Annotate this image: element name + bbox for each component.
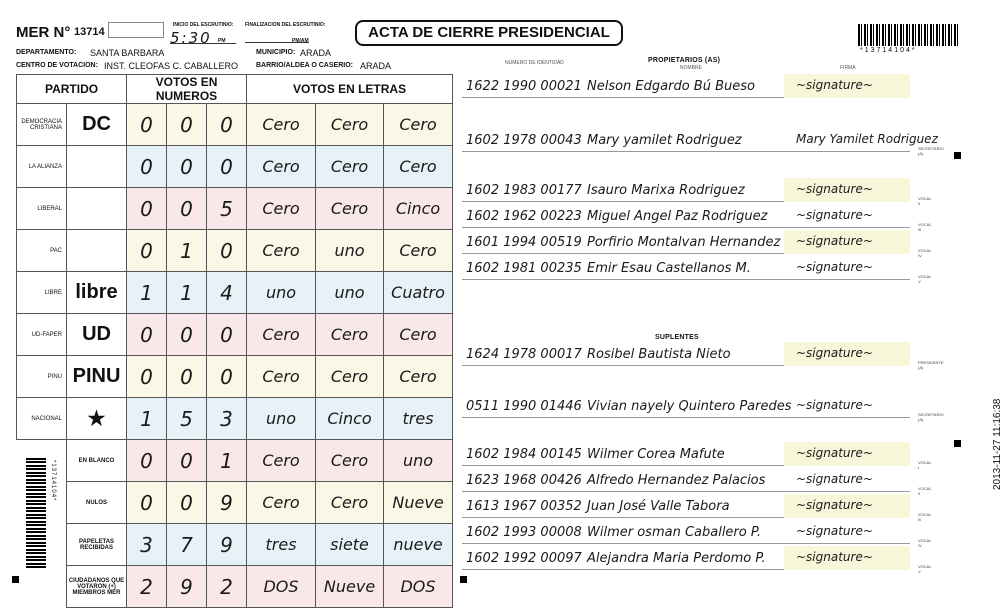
person-row <box>462 496 932 522</box>
person-id: 1602 1983 00177 <box>466 183 582 198</box>
vote-number: 5 <box>167 398 207 440</box>
person-row <box>462 180 932 206</box>
party-name: PINU <box>17 356 67 398</box>
party-name: DEMOCRACIA CRISTIANA <box>17 104 67 146</box>
person-signature: ~signature~ <box>796 472 873 486</box>
person-role: VOCAL V <box>918 564 932 574</box>
vote-number: 0 <box>127 356 167 398</box>
vote-letters: Cero <box>316 356 384 398</box>
table-row <box>17 356 453 398</box>
vote-number: 2 <box>207 566 247 608</box>
person-name: Nelson Edgardo Bú Bueso <box>587 79 755 94</box>
vote-number: 0 <box>207 146 247 188</box>
vote-number: 3 <box>127 524 167 566</box>
document-title: ACTA DE CIERRE PRESIDENCIAL <box>355 20 623 46</box>
person-name: Isauro Marixa Rodriguez <box>587 183 745 198</box>
vote-letters: Cero <box>247 314 316 356</box>
nombre-header: NOMBRE <box>680 65 702 71</box>
vote-letters: DOS <box>247 566 316 608</box>
vote-number: 0 <box>127 482 167 524</box>
vote-letters: Cero <box>247 356 316 398</box>
end-pm: PM/AM <box>292 38 309 44</box>
vote-letters: Cuatro <box>384 272 453 314</box>
vote-number: 0 <box>127 440 167 482</box>
person-id: 1602 1992 00097 <box>466 551 582 566</box>
vote-number: 0 <box>207 356 247 398</box>
person-row <box>462 76 910 98</box>
vote-number: 0 <box>127 230 167 272</box>
person-row <box>462 522 932 548</box>
vote-letters: Cero <box>247 146 316 188</box>
person-id: 1601 1994 00519 <box>466 235 582 250</box>
person-signature: ~signature~ <box>796 78 873 92</box>
person-signature: ~signature~ <box>796 182 873 196</box>
barcode-left <box>26 456 46 568</box>
party-name: NACIONAL <box>17 398 67 440</box>
start-pm: PM <box>218 38 226 44</box>
vote-letters: tres <box>384 398 453 440</box>
suplentes-header: SUPLENTES <box>655 334 699 341</box>
vote-number: 0 <box>167 104 207 146</box>
party-logo <box>67 230 127 272</box>
vote-number: 0 <box>167 482 207 524</box>
person-role: VOCAL III <box>918 222 932 232</box>
table-header-row <box>17 75 453 104</box>
person-name: Alejandra Maria Perdomo P. <box>587 551 766 566</box>
vote-number: 0 <box>167 314 207 356</box>
person-id: 1624 1978 00017 <box>466 347 582 362</box>
table-row <box>17 524 453 566</box>
person-row <box>462 130 944 156</box>
person-role: SECRETARIO (A) <box>918 146 944 156</box>
person-name: Wilmer osman Caballero P. <box>587 525 762 540</box>
vote-letters: Cero <box>316 314 384 356</box>
muni-value: ARADA <box>300 48 332 58</box>
blank-cell <box>17 566 67 608</box>
party-logo: PINU <box>67 356 127 398</box>
vote-letters: Cero <box>247 188 316 230</box>
vote-number: 0 <box>167 188 207 230</box>
person-role: VOCAL I <box>918 460 932 470</box>
table-row <box>17 188 453 230</box>
person-row <box>462 206 932 232</box>
person-id: 0511 1990 01446 <box>466 399 582 414</box>
table-row <box>17 272 453 314</box>
vote-letters: Cinco <box>316 398 384 440</box>
table-row <box>17 440 453 482</box>
party-name: LIBRE <box>17 272 67 314</box>
person-signature: ~signature~ <box>796 208 873 222</box>
party-logo <box>67 188 127 230</box>
barcode-top <box>858 24 958 46</box>
dept-value: SANTA BARBARA <box>90 48 165 58</box>
vote-number: 1 <box>127 398 167 440</box>
person-id: 1602 1981 00235 <box>466 261 582 276</box>
party-name: LIBERAL <box>17 188 67 230</box>
vote-number: 3 <box>207 398 247 440</box>
corner-mark <box>954 440 961 447</box>
vote-number: 0 <box>207 314 247 356</box>
person-signature: ~signature~ <box>796 346 873 360</box>
vote-number: 0 <box>167 440 207 482</box>
summary-label: PAPELETAS RECIBIDAS <box>67 524 127 566</box>
vote-letters: Cinco <box>384 188 453 230</box>
vote-letters: Cero <box>316 104 384 146</box>
vote-letters: Cero <box>316 188 384 230</box>
end-label: FINALIZACION DEL ESCRUTINIO: <box>245 22 326 28</box>
vote-letters: Nueve <box>384 482 453 524</box>
party-logo: ★ <box>67 398 127 440</box>
votes-table <box>16 74 453 608</box>
table-row <box>17 104 453 146</box>
vote-number: 0 <box>127 104 167 146</box>
vote-letters: Cero <box>247 482 316 524</box>
header-numeros: VOTOS EN NUMEROS <box>127 75 247 104</box>
person-name: Juan José Valle Tabora <box>587 499 730 514</box>
person-id: 1623 1968 00426 <box>466 473 582 488</box>
table-row <box>17 146 453 188</box>
party-logo: UD <box>67 314 127 356</box>
vote-number: 0 <box>127 146 167 188</box>
vote-number: 9 <box>167 566 207 608</box>
person-row <box>462 470 932 496</box>
summary-label: CIUDADANOS QUE VOTARON (+) MIEMBROS MER <box>67 566 127 608</box>
vote-letters: uno <box>247 398 316 440</box>
person-signature: ~signature~ <box>796 398 873 412</box>
vote-number: 9 <box>207 482 247 524</box>
party-logo: libre <box>67 272 127 314</box>
person-role: VOCAL III <box>918 512 932 522</box>
person-name: Miguel Angel Paz Rodriguez <box>587 209 768 224</box>
start-underline <box>170 20 236 44</box>
person-role: VOCAL V <box>918 274 932 284</box>
centro-value: INST. CLEOFAS C. CABALLERO <box>104 61 239 71</box>
id-header: NUMERO DE IDENTIDAD <box>505 60 564 66</box>
person-role: VOCAL IV <box>918 248 932 258</box>
vote-letters: Cero <box>384 104 453 146</box>
person-row <box>462 258 932 284</box>
vote-letters: Cero <box>316 146 384 188</box>
person-id: 1613 1967 00352 <box>466 499 582 514</box>
person-name: Mary yamilet Rodriguez <box>587 133 742 148</box>
header-letras: VOTOS EN LETRAS <box>247 75 453 104</box>
person-row <box>462 396 944 422</box>
vote-letters: Cero <box>384 146 453 188</box>
person-row <box>462 232 932 258</box>
vote-letters: DOS <box>384 566 453 608</box>
person-signature: ~signature~ <box>796 550 873 564</box>
summary-label: EN BLANCO <box>67 440 127 482</box>
muni-label: MUNICIPIO: <box>256 49 296 56</box>
person-row <box>462 548 932 574</box>
vote-number: 0 <box>207 104 247 146</box>
dept-label: DEPARTAMENTO: <box>16 49 77 56</box>
corner-mark <box>12 576 19 583</box>
person-id: 1602 1993 00008 <box>466 525 582 540</box>
vote-number: 2 <box>127 566 167 608</box>
table-row <box>17 566 453 608</box>
person-name: Vivian nayely Quintero Paredes <box>587 399 792 414</box>
mer-label: MER N° <box>16 24 71 41</box>
vote-letters: Cero <box>384 230 453 272</box>
person-row <box>462 444 932 470</box>
person-signature: ~signature~ <box>796 234 873 248</box>
summary-label: NULOS <box>67 482 127 524</box>
vote-letters: Cero <box>247 104 316 146</box>
table-row <box>17 482 453 524</box>
person-id: 1602 1978 00043 <box>466 133 582 148</box>
person-name: Alfredo Hernandez Palacios <box>587 473 766 488</box>
vote-number: 0 <box>207 230 247 272</box>
vote-number: 0 <box>167 356 207 398</box>
vote-letters: nueve <box>384 524 453 566</box>
timestamp-stamp: 2013-11-27 11:16:38 <box>992 398 1003 490</box>
barcode-top-number: *13714104* <box>860 47 917 54</box>
vote-number: 1 <box>167 272 207 314</box>
header-partido: PARTIDO <box>17 75 127 104</box>
vote-letters: Cero <box>384 314 453 356</box>
firma-header: FIRMA <box>840 65 856 71</box>
person-signature: ~signature~ <box>796 260 873 274</box>
vote-letters: uno <box>384 440 453 482</box>
vote-number: 1 <box>207 440 247 482</box>
vote-letters: Nueve <box>316 566 384 608</box>
person-role: SECRETARIO (A) <box>918 412 944 422</box>
vote-letters: uno <box>316 272 384 314</box>
person-id: 1622 1990 00021 <box>466 79 582 94</box>
party-logo <box>67 146 127 188</box>
barrio-label: BARRIO/ALDEA O CASERIO: <box>256 62 353 69</box>
barrio-value: ARADA <box>360 61 392 71</box>
person-name: Emir Esau Castellanos M. <box>587 261 751 276</box>
person-signature: ~signature~ <box>796 524 873 538</box>
mer-number: 13714 <box>74 26 105 38</box>
party-name: LA ALIANZA <box>17 146 67 188</box>
person-signature: ~signature~ <box>796 446 873 460</box>
vote-letters: Cero <box>247 440 316 482</box>
person-role: VOCAL II <box>918 196 932 206</box>
vote-letters: Cero <box>316 482 384 524</box>
vote-number: 0 <box>127 314 167 356</box>
person-signature: Mary Yamilet Rodriguez <box>796 132 938 146</box>
person-id: 1602 1962 00223 <box>466 209 582 224</box>
person-id: 1602 1984 00145 <box>466 447 582 462</box>
tse-logo <box>108 22 164 38</box>
vote-letters: Cero <box>384 356 453 398</box>
person-role: VOCAL IV <box>918 538 932 548</box>
vote-letters: siete <box>316 524 384 566</box>
corner-mark <box>954 152 961 159</box>
vote-letters: uno <box>316 230 384 272</box>
vote-number: 5 <box>207 188 247 230</box>
vote-letters: uno <box>247 272 316 314</box>
party-logo: DC <box>67 104 127 146</box>
vote-number: 1 <box>167 230 207 272</box>
table-row <box>17 398 453 440</box>
centro-label: CENTRO DE VOTACION: <box>16 62 98 69</box>
start-label: INICIO DEL ESCRUTINIO: <box>173 22 234 28</box>
person-name: Wilmer Corea Mafute <box>587 447 725 462</box>
propietarios-header: PROPIETARIOS (AS) <box>648 57 721 64</box>
party-name: UD-FAPER <box>17 314 67 356</box>
table-row <box>17 314 453 356</box>
vote-number: 1 <box>127 272 167 314</box>
vote-number: 9 <box>207 524 247 566</box>
person-signature: ~signature~ <box>796 498 873 512</box>
vote-number: 0 <box>127 188 167 230</box>
person-name: Rosibel Bautista Nieto <box>587 347 731 362</box>
person-row <box>462 344 944 370</box>
vote-letters: Cero <box>247 230 316 272</box>
table-row <box>17 230 453 272</box>
corner-mark <box>460 576 467 583</box>
vote-number: 7 <box>167 524 207 566</box>
party-name: PAC <box>17 230 67 272</box>
start-time: 5:30 <box>170 29 212 47</box>
vote-number: 0 <box>167 146 207 188</box>
vote-letters: Cero <box>316 440 384 482</box>
person-role: VOCAL II <box>918 486 932 496</box>
person-name: Porfirio Montalvan Hernandez <box>587 235 781 250</box>
barcode-left-number: *13714104* <box>50 460 56 502</box>
vote-letters: tres <box>247 524 316 566</box>
person-role: PRESIDENTE (A) <box>918 360 944 370</box>
vote-number: 4 <box>207 272 247 314</box>
